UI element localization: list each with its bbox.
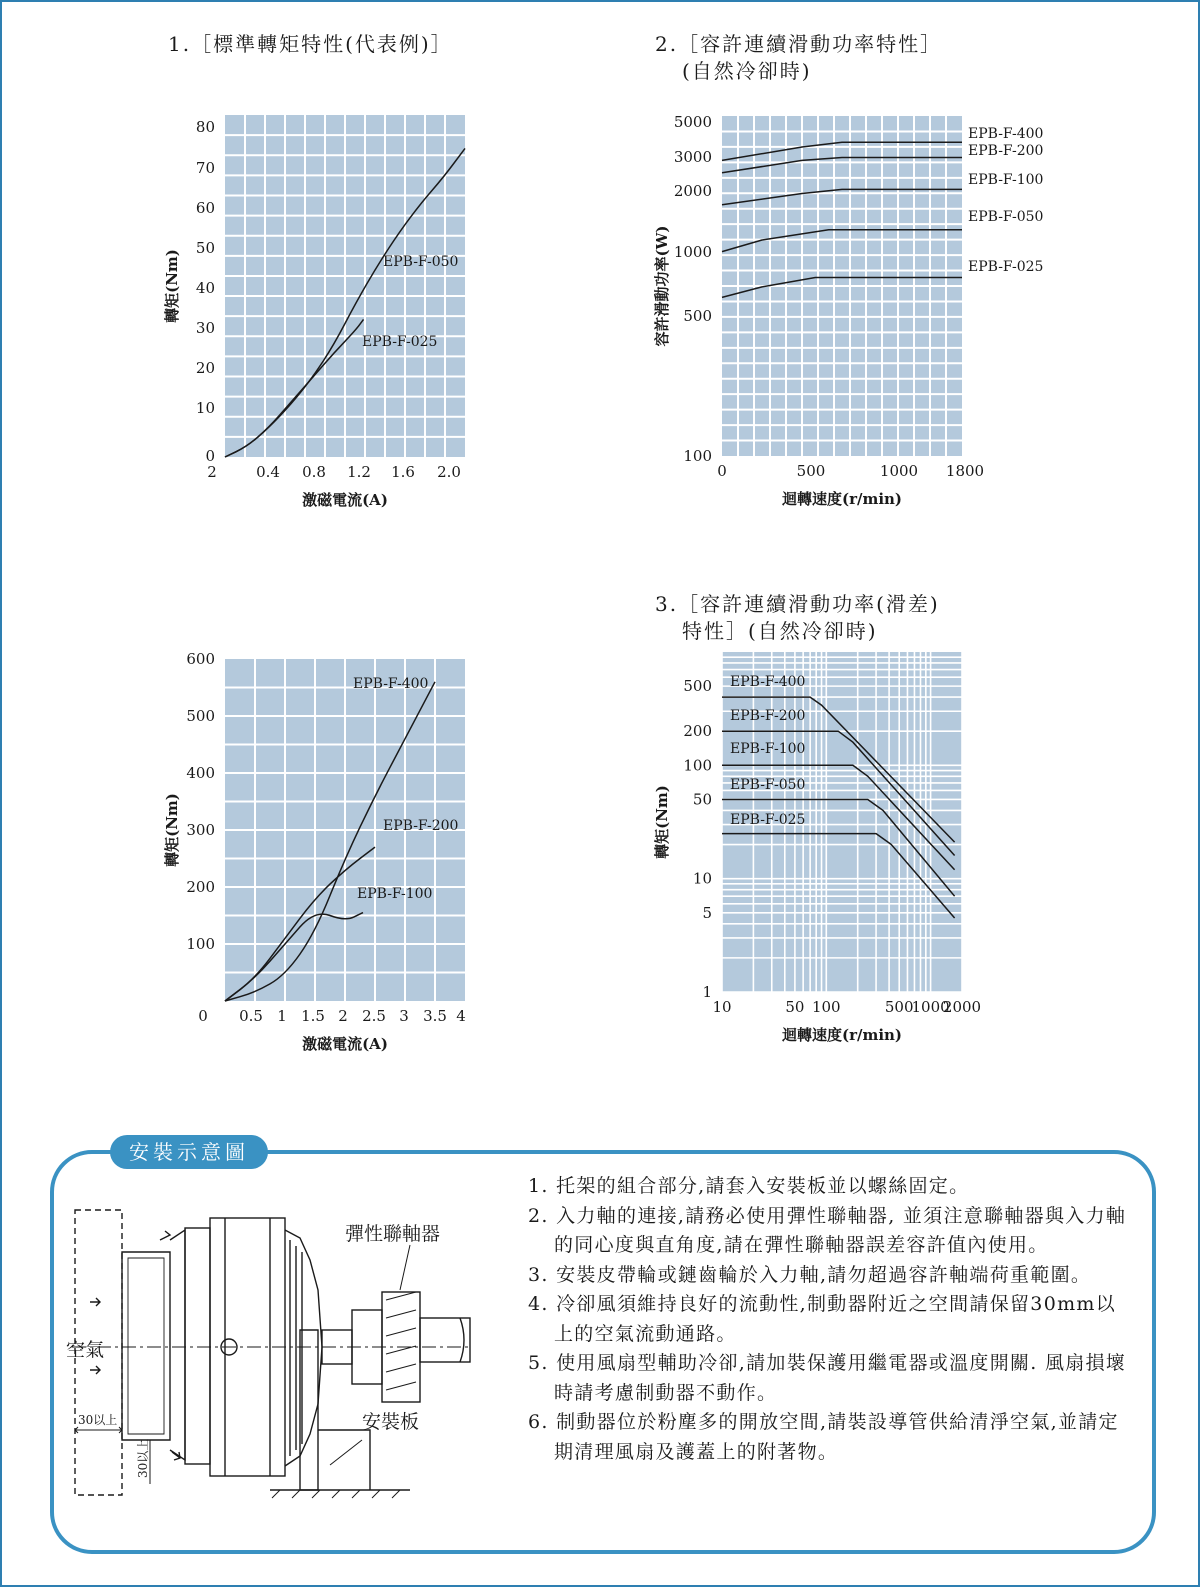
x-tick-label: 50	[785, 998, 805, 1016]
series-label: EPB-F-025	[362, 334, 438, 350]
x-tick-label: 500	[796, 462, 826, 480]
installation-tab: 安裝示意圖	[110, 1135, 268, 1169]
x-tick-label: 0.5	[239, 1007, 263, 1025]
series-label: EPB-F-025	[968, 259, 1044, 275]
y-tick-label: 60	[195, 199, 215, 217]
series-label: EPB-F-100	[968, 172, 1044, 188]
x-tick-label: 10	[712, 998, 732, 1016]
note-item: 1. 托架的組合部分,請套入安裝板並以螺絲固定。	[528, 1175, 970, 1197]
coupling-label: 彈性聯軸器	[345, 1223, 441, 1245]
section-2-title: 2.［容許連續滑動功率特性］	[655, 32, 943, 56]
y-tick-label: 200	[683, 722, 712, 741]
y-tick-label: 100	[186, 935, 215, 953]
y-tick-label: 0	[205, 447, 215, 465]
series-label: EPB-F-050	[730, 777, 806, 793]
y-tick-label: 500	[683, 307, 712, 325]
note-item: 4. 冷卻風須維持良好的流動性,制動器附近之空間請保留30mm以上的空氣流動通路。	[528, 1293, 1117, 1345]
x-axis-title: 激磁電流(A)	[302, 1035, 388, 1053]
x-tick-label: 0	[198, 1007, 208, 1025]
x-tick-label: 1000	[879, 462, 919, 480]
x-tick-label: 2	[338, 1007, 348, 1025]
y-tick-label: 500	[186, 707, 215, 725]
y-tick-label: 200	[186, 878, 215, 896]
y-tick-label: 80	[195, 118, 215, 136]
series-label: EPB-F-050	[968, 209, 1044, 225]
x-tick-label: 1.2	[347, 463, 371, 481]
air-label: 空氣	[66, 1339, 105, 1361]
y-axis-title: 轉矩(Nm)	[163, 249, 181, 323]
x-tick-label: 1000	[911, 998, 950, 1016]
x-tick-label: 1.6	[391, 463, 415, 481]
x-tick-label: 4	[456, 1007, 466, 1025]
x-axis-title: 迴轉速度(r/min)	[781, 1026, 903, 1044]
x-tick-label: 2	[207, 463, 217, 481]
installation-notes	[528, 1172, 1128, 1467]
y-tick-label: 1	[702, 983, 712, 1001]
x-tick-label: 2000	[942, 998, 982, 1016]
y-tick-label: 40	[195, 279, 215, 297]
x-tick-label: 2.5	[362, 1007, 386, 1025]
y-tick-label: 1000	[673, 243, 712, 261]
gap-horizontal-label: 30以上	[78, 1413, 118, 1427]
x-tick-label: 100	[811, 998, 841, 1016]
note-item: 2. 入力軸的連接,請務必使用彈性聯軸器, 並須注意聯軸器與入力軸的同心度與直角度,請在彈性聯軸器誤差容許值內使用。	[528, 1204, 1127, 1256]
series-label: EPB-F-025	[730, 812, 806, 828]
x-tick-label: 0.4	[256, 463, 280, 481]
x-tick-label: 1.5	[301, 1007, 325, 1025]
y-tick-label: 10	[692, 869, 712, 888]
series-label: EPB-F-200	[968, 143, 1044, 159]
series-label: EPB-F-100	[357, 886, 433, 902]
series-label: EPB-F-400	[730, 674, 806, 690]
series-label: EPB-F-400	[968, 126, 1044, 142]
x-tick-label: 2.0	[437, 463, 461, 481]
x-tick-label: 3.5	[423, 1007, 447, 1025]
y-tick-label: 100	[683, 447, 712, 465]
section-2-subtitle: (自然冷卻時)	[682, 59, 812, 83]
y-tick-label: 3000	[673, 148, 712, 166]
note-item: 6. 制動器位於粉塵多的開放空間,請裝設導管供給清淨空氣,並請定期清理風扇及護蓋上的附著物。	[528, 1411, 1119, 1463]
y-tick-label: 50	[195, 239, 215, 257]
section-1-title: 1.［標準轉矩特性(代表例)］	[168, 32, 453, 56]
x-tick-label: 0.8	[302, 463, 326, 481]
y-tick-label: 500	[683, 677, 712, 696]
series-label: EPB-F-200	[383, 818, 459, 834]
y-tick-label: 5000	[673, 113, 712, 131]
y-tick-label: 100	[683, 756, 712, 775]
x-tick-label: 500	[884, 998, 914, 1016]
x-tick-label: 0	[717, 462, 727, 480]
y-tick-label: 50	[692, 790, 712, 809]
section-3-title: 3.［容許連續滑動功率(滑差)	[655, 592, 940, 616]
y-tick-label: 2000	[673, 182, 712, 200]
y-axis-title: 容許滑動功率(W)	[653, 225, 671, 347]
y-tick-label: 20	[195, 359, 215, 377]
y-tick-label: 10	[195, 399, 215, 417]
series-label: EPB-F-400	[353, 676, 429, 692]
y-tick-label: 400	[186, 764, 215, 782]
y-axis-title: 轉矩(Nm)	[653, 785, 671, 859]
x-tick-label: 1	[277, 1007, 287, 1025]
series-label: EPB-F-200	[730, 708, 806, 724]
y-axis-title: 轉矩(Nm)	[163, 793, 181, 867]
plate-label: 安裝板	[362, 1411, 420, 1433]
y-tick-label: 30	[195, 319, 215, 337]
x-axis-title: 迴轉速度(r/min)	[781, 490, 903, 508]
section-3-subtitle: 特性］(自然冷卻時)	[682, 619, 878, 643]
y-tick-label: 70	[195, 159, 215, 177]
y-tick-label: 600	[186, 650, 215, 668]
gap-vertical-label: 30以上	[136, 1438, 150, 1478]
x-tick-label: 3	[399, 1007, 409, 1025]
note-item: 3. 安裝皮帶輪或鏈齒輪於入力軸,請勿超過容許軸端荷重範圍。	[528, 1263, 1092, 1286]
series-label: EPB-F-050	[383, 254, 459, 270]
y-tick-label: 5	[702, 903, 712, 922]
y-tick-label: 300	[186, 821, 215, 839]
note-item: 5. 使用風扇型輔助冷卻,請加裝保護用繼電器或溫度開關. 風扇損壞時請考慮制動器不動作。	[528, 1352, 1127, 1404]
series-label: EPB-F-100	[730, 741, 806, 757]
x-tick-label: 1800	[945, 462, 985, 480]
x-axis-title: 激磁電流(A)	[302, 491, 388, 509]
